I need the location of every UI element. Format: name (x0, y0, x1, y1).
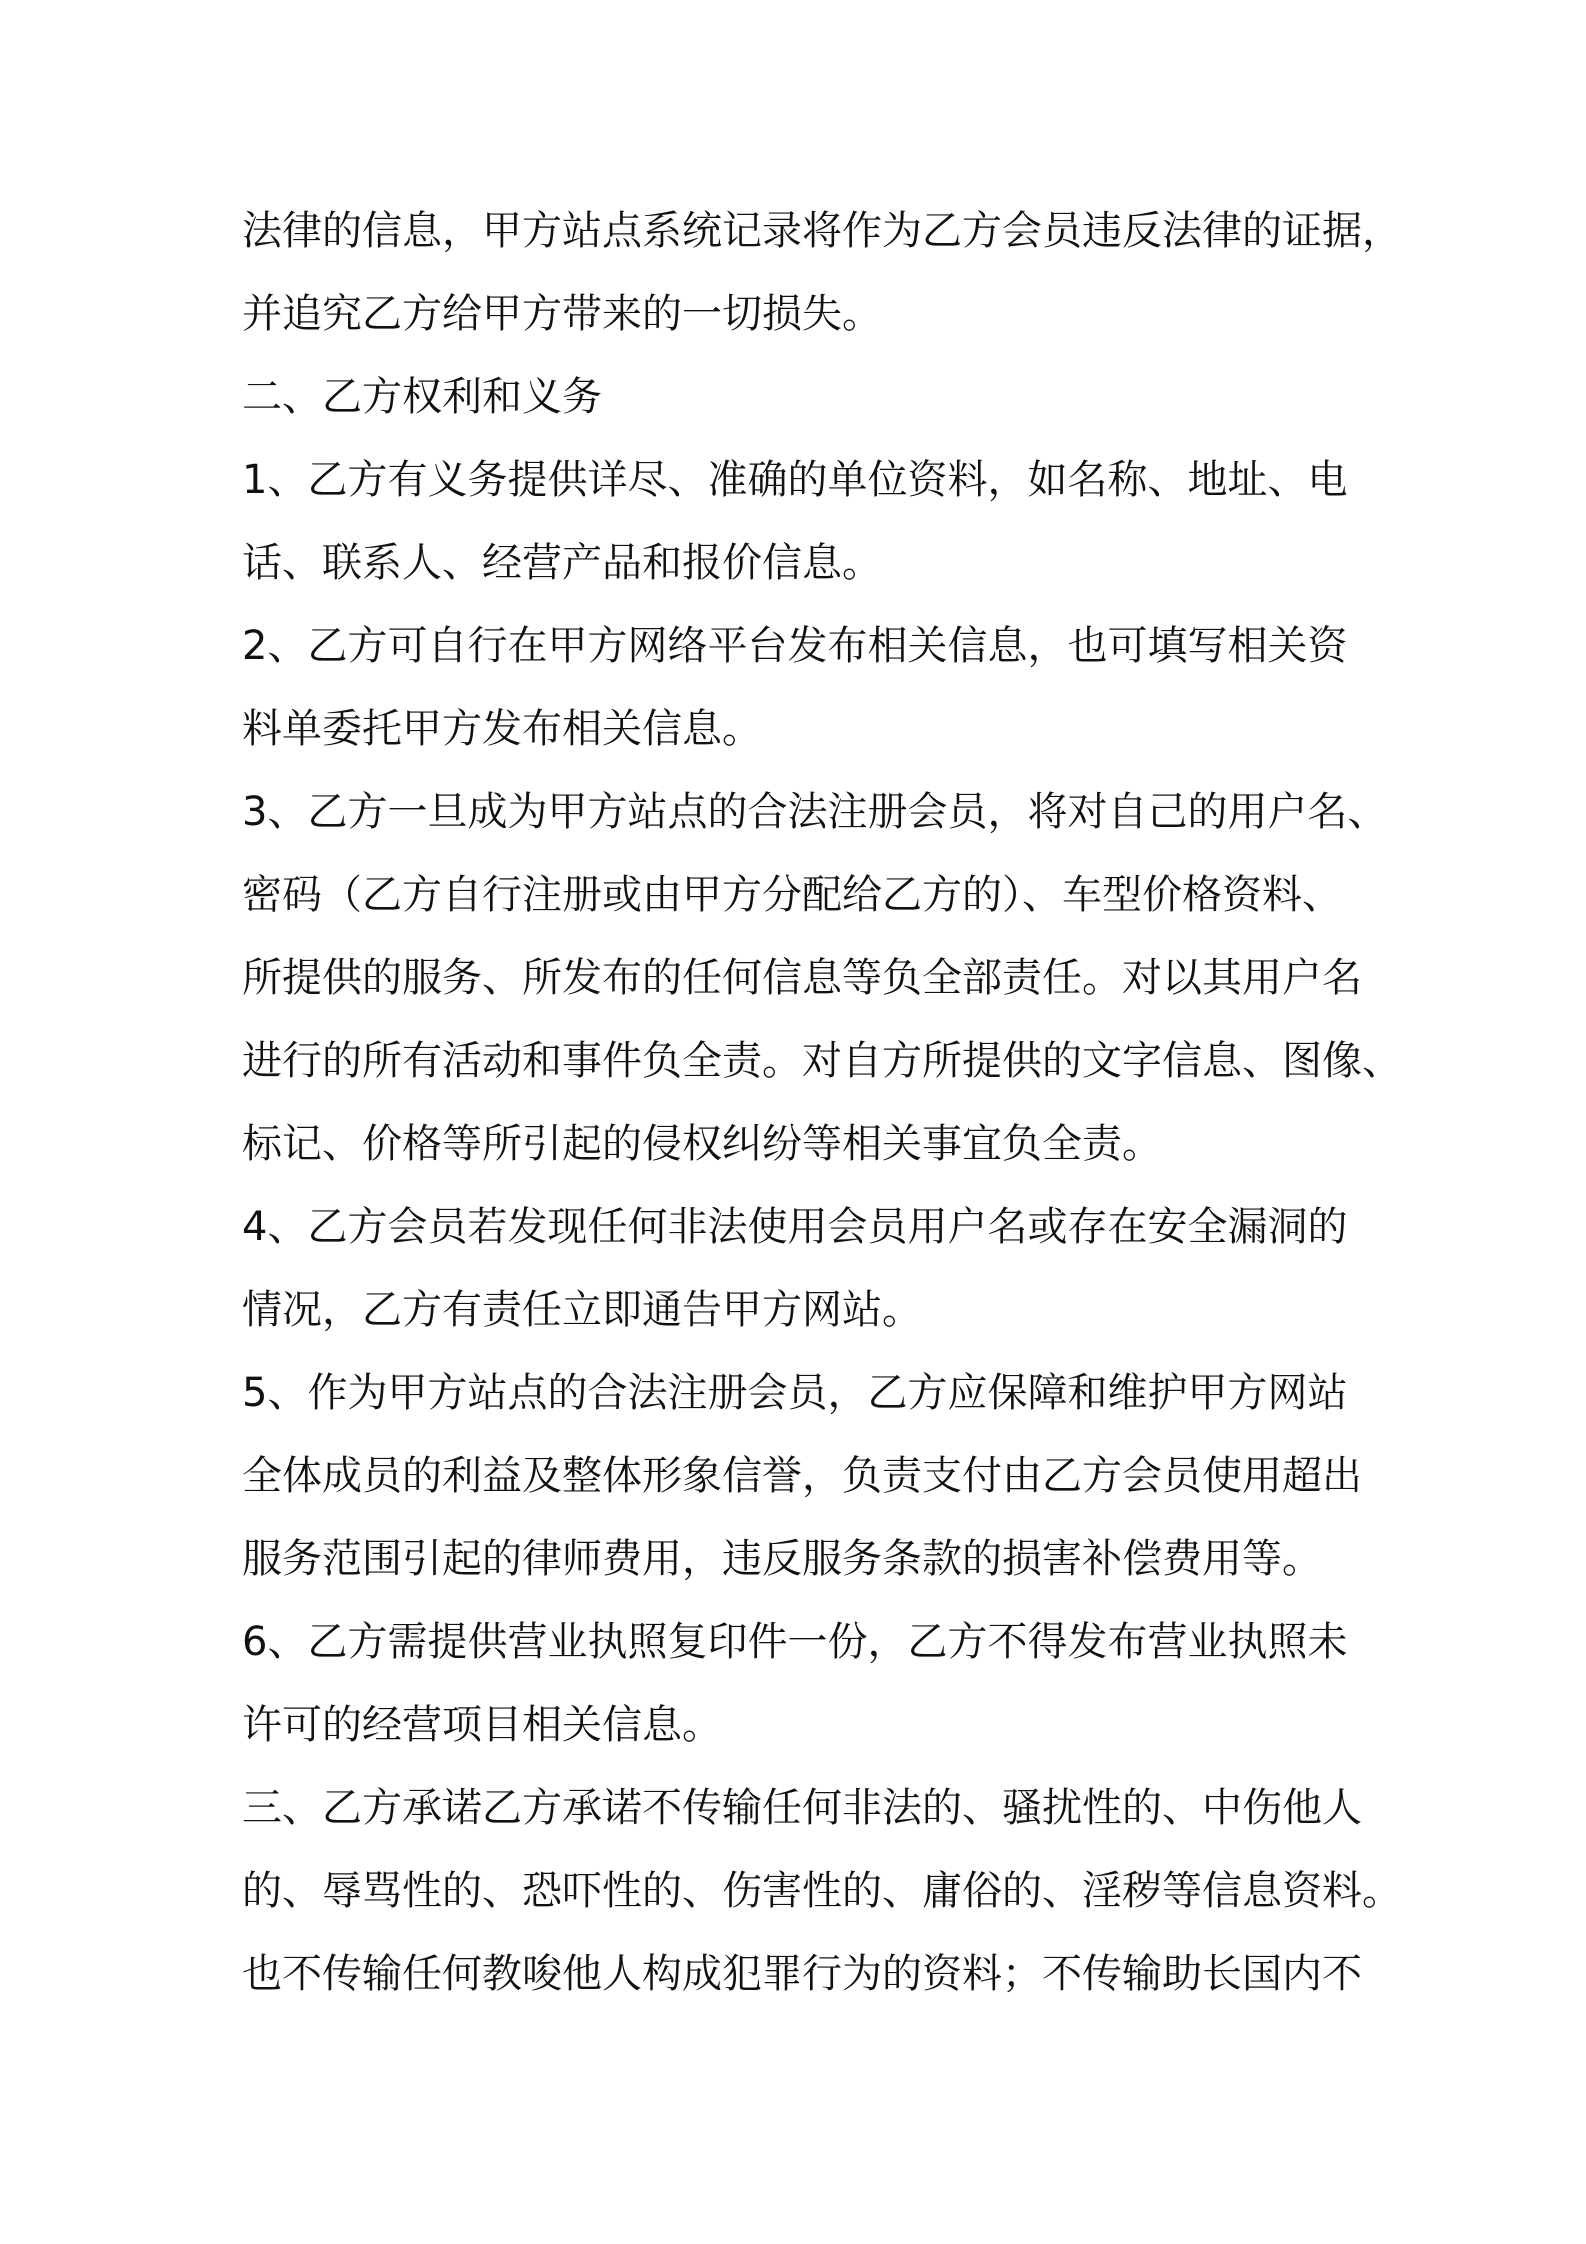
text-line: 进行的所有活动和事件负全责。对自方所提供的文字信息、图像、 (242, 1038, 1402, 1084)
text-line: 2、乙方可自行在甲方网络平台发布相关信息，也可填写相关资 (242, 623, 1348, 669)
text-line: 全体成员的利益及整体形象信誉，负责支付由乙方会员使用超出 (242, 1453, 1362, 1499)
text-line: 1、乙方有义务提供详尽、准确的单位资料，如名称、地址、电 (242, 457, 1348, 503)
text-line: 6、乙方需提供营业执照复印件一份，乙方不得发布营业执照未 (242, 1619, 1348, 1665)
text-line: 情况，乙方有责任立即通告甲方网站。 (242, 1287, 922, 1333)
text-line: 话、联系人、经营产品和报价信息。 (242, 540, 882, 586)
text-line: 并追究乙方给甲方带来的一切损失。 (242, 291, 882, 337)
document-body (242, 190, 1402, 2016)
text-line: 所提供的服务、所发布的任何信息等负全部责任。对以其用户名 (242, 955, 1362, 1001)
text-line: 的、辱骂性的、恐吓性的、伤害性的、庸俗的、淫秽等信息资料。 (242, 1868, 1402, 1914)
text-line: 4、乙方会员若发现任何非法使用会员用户名或存在安全漏洞的 (242, 1204, 1348, 1250)
text-line: 料单委托甲方发布相关信息。 (242, 706, 762, 752)
text-line: 标记、价格等所引起的侵权纠纷等相关事宜负全责。 (242, 1121, 1162, 1167)
text-line: 也不传输任何教唆他人构成犯罪行为的资料；不传输助长国内不 (242, 1951, 1362, 1997)
text-line: 3、乙方一旦成为甲方站点的合法注册会员，将对自己的用户名、 (242, 789, 1388, 835)
text-line: 三、乙方承诺乙方承诺不传输任何非法的、骚扰性的、中伤他人 (242, 1785, 1362, 1831)
section-heading: 二、乙方权利和义务 (242, 374, 602, 420)
text-line: 许可的经营项目相关信息。 (242, 1702, 722, 1748)
text-line: 5、作为甲方站点的合法注册会员，乙方应保障和维护甲方网站 (242, 1370, 1348, 1416)
text-line: 密码（乙方自行注册或由甲方分配给乙方的）、车型价格资料、 (242, 872, 1342, 918)
text-line: 服务范围引起的律师费用，违反服务条款的损害补偿费用等。 (242, 1536, 1322, 1582)
text-line: 法律的信息，甲方站点系统记录将作为乙方会员违反法律的证据， (242, 208, 1402, 254)
